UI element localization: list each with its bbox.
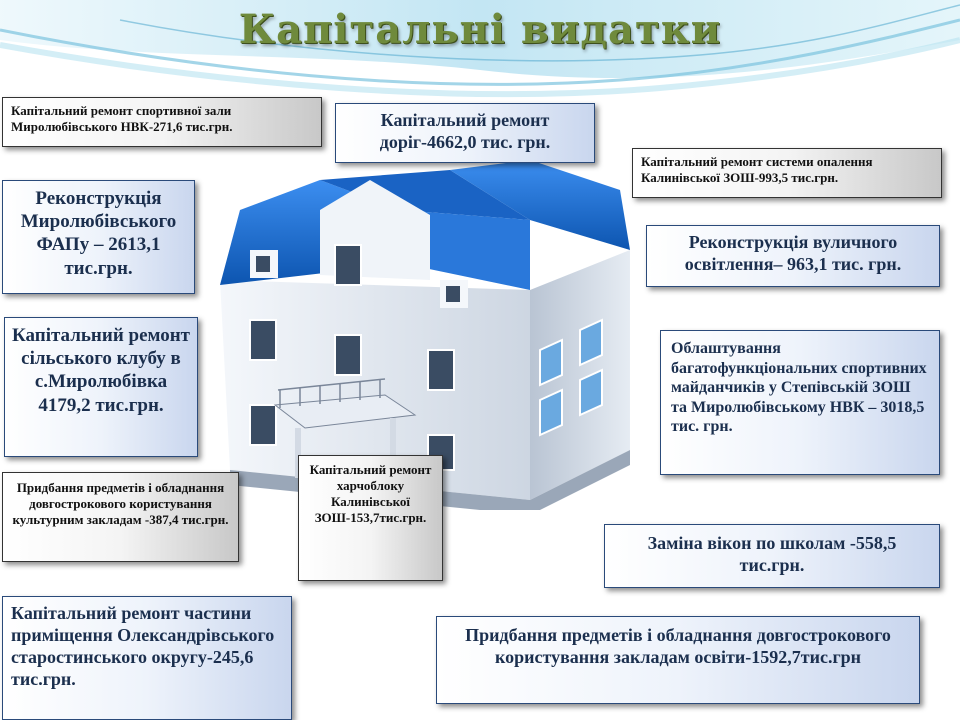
village-club-repair-box: Капітальний ремонт сільського клубу в с.Миролюбівка 4179,2 тис.грн.	[4, 317, 198, 457]
sport-grounds-box: Облаштування багатофункціональних спортивних майданчиків у Степівській ЗОШ та Миролюбівському НВК – 3018,5 тис. грн.	[660, 330, 940, 475]
canteen-repair-box: Капітальний ремонт харчоблоку Калинівської ЗОШ-153,7тис.грн.	[298, 455, 443, 581]
street-lighting-box: Реконструкція вуличного освітлення– 963,1 тис. грн.	[646, 225, 940, 287]
windows-replacement-box: Заміна вікон по школам -558,5 тис.грн.	[604, 524, 940, 588]
education-items-box: Придбання предметів і обладнання довгострокового користування закладам освіти-1592,7тис.грн	[436, 616, 920, 704]
premises-repair-box: Капітальний ремонт частини приміщення Олександрівського старостинського округу-245,6 тис.грн.	[2, 596, 292, 720]
fap-reconstruction-box: Реконструкція Миролюбівського ФАПу – 2613,1 тис.грн.	[2, 180, 195, 294]
heating-repair-box: Капітальний ремонт системи опалення Калинівської ЗОШ-993,5 тис.грн.	[632, 148, 942, 198]
slide-title: Капітальні видатки	[238, 6, 722, 53]
culture-items-box: Придбання предметів і обладнання довгострокового користування культурним закладам -387,4 тис.грн.	[2, 472, 239, 562]
sport-hall-repair-box: Капітальний ремонт спортивної зали Миролюбівського НВК-271,6 тис.грн.	[2, 97, 322, 147]
roads-repair-box: Капітальний ремонт доріг-4662,0 тис. грн.	[335, 103, 595, 163]
